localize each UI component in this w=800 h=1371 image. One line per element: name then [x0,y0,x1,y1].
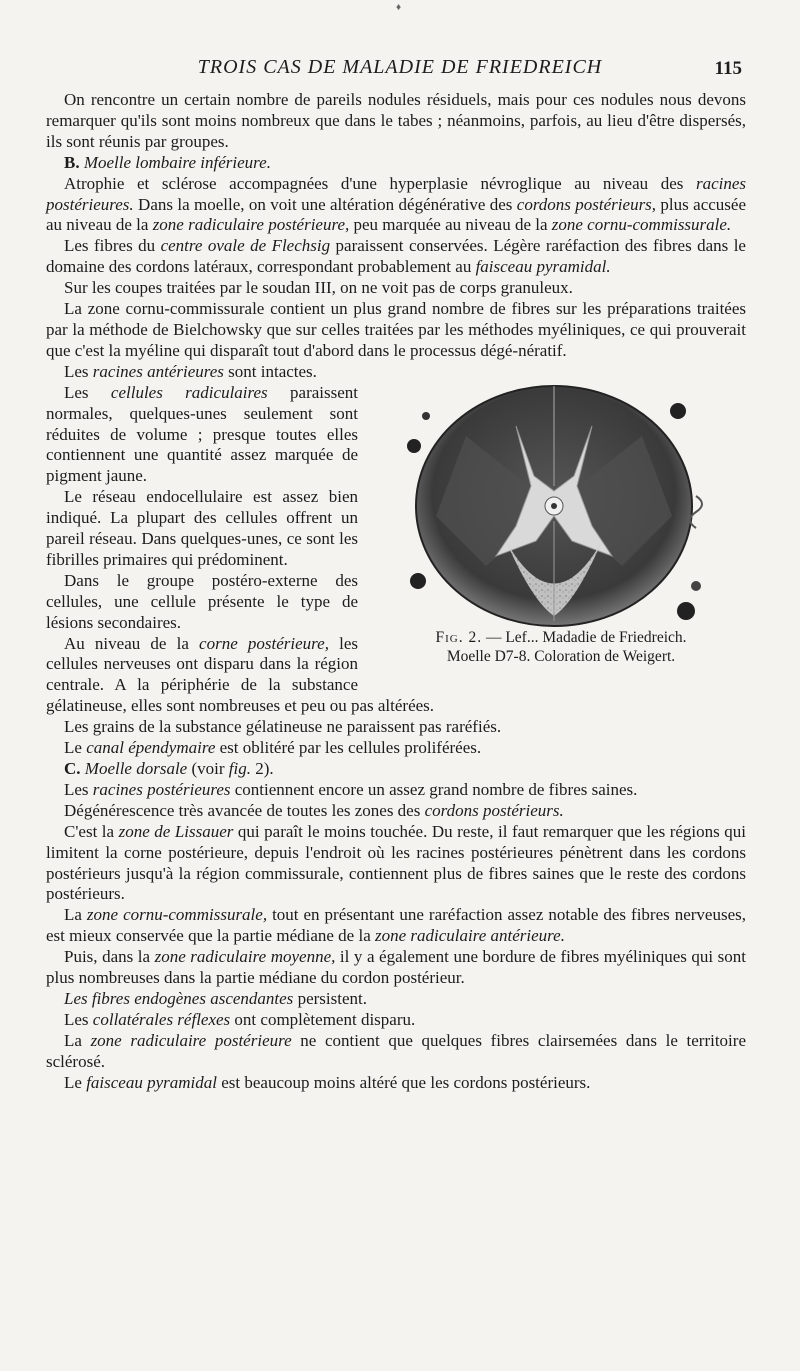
figure-label: Fig. 2. [435,628,483,646]
page-header [0,56,800,86]
paragraph [46,989,746,1010]
section-heading [46,759,746,780]
italic-term: racines postérieures. [46,173,746,214]
text-run: Les grains de la substance gélatineuse ne paraissent pas raréfiés. [64,717,502,737]
text-run: Puis, dans la [64,947,155,967]
section-heading [46,153,746,174]
paragraph [46,1010,746,1031]
text-run: peu marquée au niveau de la [349,215,552,235]
italic-term: zone radiculaire postérieure, [152,215,350,235]
italic-term: fig. [228,759,251,778]
italic-term: racines antérieures [92,361,224,381]
text-run: Dans la moelle, on voit une altération dégénérative des [133,194,517,214]
italic-term: canal épendymaire [86,738,216,758]
running-title: TROIS CAS DE MALADIE DE FRIEDREICH [197,56,603,78]
spinal-cord-section-illustration [396,366,726,628]
section-letter: C. [64,759,81,778]
text-run: Les [64,382,111,402]
text-run: Le [64,1072,87,1092]
italic-term: Moelle dorsale [84,759,188,778]
text-run: Au niveau de la [64,633,200,653]
body-text [46,90,746,1094]
paragraph [46,1073,746,1094]
text-run: tout en présentant une raréfaction assez notable des fibres nerveuses, est mieux conservée que la partie médiane de la [46,905,747,946]
text-run: Le réseau endocellulaire est assez bien indiqué. La plupart des cellules offrent un pareil réseau. Dans quelques-unes, ce sont les fibrilles primaires qui prédominent. [46,487,358,569]
text-run: ont complètement disparu. [230,1009,416,1029]
figure-2 [376,366,746,678]
text-run: Dans le groupe postéro-externe des cellules, une cellule présente le type de lésions secondaires. [46,570,358,632]
text-run: (voir [187,759,229,778]
italic-term: cellules radiculaires [110,382,268,402]
italic-term: zone cornu-commissurale, [86,905,268,925]
paragraph [46,278,746,299]
figure-caption-line1: — Lef... Madadie de Friedreich. [482,628,687,646]
paragraph [46,822,746,906]
italic-term: faisceau pyramidal [86,1072,217,1092]
italic-term: cordons postérieurs. [424,800,564,820]
paragraph [46,299,746,362]
text-run: les cellules nerveuses ont disparu dans la région centrale. A la périphérie de la substance gélatineuse, elles sont nombreuses et peu ou pas altérées. [46,633,435,716]
text-run: persistent. [293,988,367,1008]
figure-caption-line2: Moelle D7-8. Coloration de Weigert. [446,647,676,665]
italic-term: zone radiculaire antérieure. [375,926,565,946]
text-run: contiennent encore un assez grand nombre de fibres saines. [230,779,638,799]
text-run: qui paraît le moins touchée. Du reste, il faut remarquer que les régions qui limitent la corne postérieure, depuis l'endroit où les racines postérieures pénètrent dans les cordons postérieurs jusqu'à la région commissurale, contiennent plus de fibres saines que le reste des cordons postérieurs. [46,821,746,904]
text-run: La [64,1030,91,1050]
text-run: ne contient que quelques fibres clairsemées dans le territoire sclérosé. [46,1030,746,1071]
italic-term: zone radiculaire postérieure [90,1030,292,1050]
figure-caption [376,628,746,666]
paragraph [46,236,746,278]
paragraph [46,174,746,237]
paragraph [46,905,746,947]
text-run: Le [64,738,87,758]
text-run: est oblitéré par les cellules proliférées. [215,738,482,758]
text-run: 2). [250,759,274,778]
paragraph [46,90,746,153]
text-run: La [64,905,87,925]
italic-term: zone cornu-commissurale. [551,215,732,235]
italic-term: cordons postérieurs, [516,194,657,214]
italic-term: corne postérieure, [199,633,329,653]
top-mark: ♦ [396,2,402,13]
text-run: sont intactes. [223,361,317,381]
italic-term: Moelle lombaire inférieure. [83,152,271,172]
paragraph [46,780,746,801]
italic-term: zone de Lissauer [118,821,234,841]
text-run: Les [64,361,93,381]
text-run: On rencontre un certain nombre de pareils nodules résiduels, mais pour ces nodules nous devons remarquer qu'ils sont moins nombreux que dans le tabes ; néanmoins, parfois, au lieu d'être dispersés, ils sont réunis par groupes. [46,90,746,151]
text-run: Les [64,779,93,799]
italic-term: racines postérieures [92,779,231,799]
text-run: Les fibres du [64,236,161,256]
text-run: paraissent normales, quelques-unes seulement sont réduites de volume ; presque toutes elles contiennent une quantité assez marquée de pigment jaune. [46,382,359,486]
italic-term: collatérales réflexes [92,1009,231,1029]
italic-term: faisceau pyramidal. [475,257,611,277]
paragraph [46,947,746,989]
italic-term: Les fibres endogènes ascendantes [64,988,294,1008]
paragraph [46,1031,746,1073]
text-run: C'est la [64,821,119,841]
text-run: est beaucoup moins altéré que les cordons postérieurs. [216,1072,591,1092]
text-run: paraissent conservées. Légère raréfaction des fibres dans le domaine des cordons latéraux, correspondant probablement au [46,236,746,277]
text-run: La zone cornu-commissurale contient un plus grand nombre de fibres sur les préparations traitées par la méthode de Bielchowsky que sur celles traitées par les méthodes myéliniques, ce qui prouverait que c'est la myéline qui disparaît tout d'abord dans le processus dégé-nératif. [46,299,746,360]
italic-term: centre ovale de Flechsig [160,236,331,256]
text-run: il y a également une bordure de fibres myéliniques qui sont plus nombreuses dans la partie médiane du cordon postérieur. [46,947,747,988]
text-run: Sur les coupes traitées par le soudan III, on ne voit pas de corps granuleux. [64,278,573,298]
text-run: plus accusée au niveau de la [46,194,746,235]
paragraph [46,738,746,759]
text-run: Atrophie et sclérose accompagnées d'une hyperplasie névroglique au niveau des [64,173,696,193]
paragraph [46,717,746,738]
italic-term: zone radiculaire moyenne, [154,947,336,967]
page-number: 115 [714,58,742,79]
paragraph [46,801,746,822]
text-run: Les [64,1009,93,1029]
text-run: Dégénérescence très avancée de toutes les zones des [64,800,425,820]
section-letter: B. [64,152,80,172]
